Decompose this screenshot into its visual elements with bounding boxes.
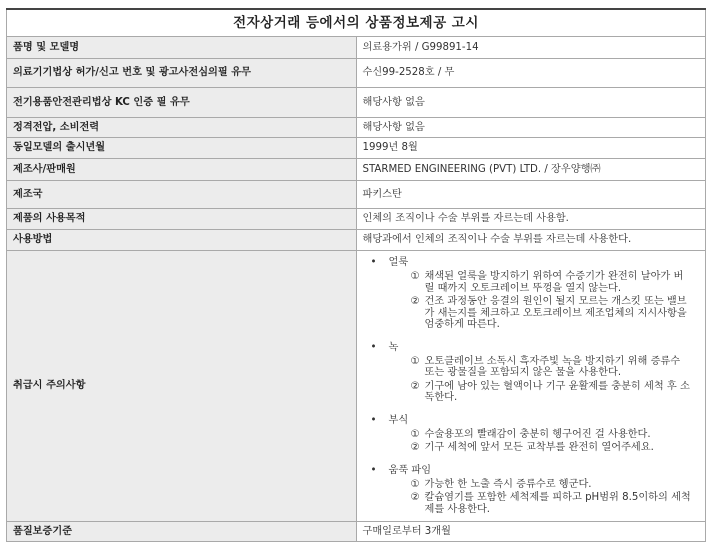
row-label-care: 취급시 주의사항 bbox=[7, 251, 357, 522]
care-item-number: ① bbox=[410, 428, 420, 440]
care-item bbox=[363, 356, 700, 379]
row-label-product-name: 품명 및 모델명 bbox=[7, 37, 357, 59]
table-row bbox=[7, 522, 706, 542]
row-label-rated-voltage: 정격전압, 소비전력 bbox=[7, 118, 357, 138]
care-item-text: 가능한 한 노출 즉시 증류수로 헹군다. bbox=[424, 478, 592, 490]
care-item bbox=[363, 296, 700, 331]
care-section-title bbox=[363, 415, 700, 427]
care-item bbox=[363, 381, 700, 404]
row-label-manufacturer: 제조사/판매원 bbox=[7, 159, 357, 181]
row-label-usage: 사용방법 bbox=[7, 230, 357, 251]
table-row bbox=[7, 138, 706, 159]
care-section-list bbox=[363, 257, 700, 515]
table-row bbox=[7, 251, 706, 522]
care-item-number: ② bbox=[410, 492, 420, 503]
care-section-title-text: 녹 bbox=[388, 341, 399, 353]
notice-title: 전자상거래 등에서의 상품정보제공 고시 bbox=[7, 9, 706, 37]
table-row bbox=[7, 209, 706, 230]
table-row bbox=[7, 159, 706, 181]
row-label-country: 제조국 bbox=[7, 181, 357, 209]
table-row bbox=[7, 230, 706, 251]
row-value-warranty: 구매일로부터 3개월 bbox=[356, 522, 706, 542]
care-item bbox=[363, 479, 700, 491]
care-item-text: 건조 과정동안 응결의 원인이 될지 모르는 개스킷 또는 밸브가 새는지를 체크하고 오토크레이브 제조업체의 지시사항을 엄중하게 따른다. bbox=[424, 296, 687, 330]
row-label-permit-number: 의료기기법상 허가/신고 번호 및 광고사전심의필 유무 bbox=[7, 59, 357, 88]
row-label-warranty: 품질보증기준 bbox=[7, 522, 357, 542]
care-item-text: 채색된 얼룩을 방지하기 위하여 수증기가 완전히 날아가 버릴 때까지 오토크레이브 뚜껑을 열지 않는다. bbox=[424, 271, 684, 294]
table-row bbox=[7, 88, 706, 118]
row-value-manufacturer: STARMED ENGINEERING (PVT) LTD. / 장우양행㈜ bbox=[356, 159, 706, 181]
row-label-release-date: 동일모델의 출시년월 bbox=[7, 138, 357, 159]
care-item-text: 기구 세척에 앞서 모든 교착부를 완전히 열어주세요. bbox=[424, 442, 654, 453]
bullet-icon: • bbox=[370, 464, 377, 476]
care-item bbox=[363, 492, 700, 515]
care-section bbox=[363, 342, 700, 404]
bullet-icon: • bbox=[370, 414, 377, 426]
care-section-title bbox=[363, 342, 700, 354]
care-item-number: ② bbox=[410, 442, 420, 453]
care-section bbox=[363, 257, 700, 331]
row-value-permit-number: 수신99-2528호 / 무 bbox=[356, 59, 706, 88]
table-row bbox=[7, 118, 706, 138]
row-value-rated-voltage: 해당사항 없음 bbox=[356, 118, 706, 138]
table-row bbox=[7, 181, 706, 209]
product-info-notice bbox=[6, 8, 706, 542]
care-item-number: ① bbox=[410, 355, 420, 367]
care-section-title-text: 부식 bbox=[388, 414, 409, 426]
row-value-product-name: 의료용가위 / G99891-14 bbox=[356, 37, 706, 59]
table-row bbox=[7, 37, 706, 59]
row-value-country: 파키스탄 bbox=[356, 181, 706, 209]
care-item bbox=[363, 442, 700, 454]
row-label-purpose: 제품의 사용목적 bbox=[7, 209, 357, 230]
row-value-usage: 해당과에서 인체의 조직이나 수술 부위를 자르는데 사용한다. bbox=[356, 230, 706, 251]
row-value-purpose: 인체의 조직이나 수술 부위를 자르는데 사용함. bbox=[356, 209, 706, 230]
care-section bbox=[363, 415, 700, 454]
care-item bbox=[363, 429, 700, 441]
row-value-release-date: 1999년 8월 bbox=[356, 138, 706, 159]
care-section-title bbox=[363, 465, 700, 477]
row-value-kc-cert: 해당사항 없음 bbox=[356, 88, 706, 118]
care-item-number: ② bbox=[410, 296, 420, 307]
care-item-number: ② bbox=[410, 380, 420, 392]
product-info-table bbox=[6, 8, 706, 542]
care-item-number: ① bbox=[410, 271, 420, 282]
care-item bbox=[363, 271, 700, 294]
care-item-text: 오토클레이브 소독시 흑자주빛 녹을 방지하기 위해 증류수 또는 광물질을 포함되지 않은 물을 사용한다. bbox=[424, 355, 681, 378]
bullet-icon: • bbox=[370, 257, 377, 268]
table-row bbox=[7, 59, 706, 88]
care-item-text: 수술용포의 빨래감이 충분히 헹구어진 걸 사용한다. bbox=[424, 428, 651, 440]
care-item-text: 칼슘염기를 포함한 세척제를 피하고 pH범위 8.5이하의 세척제를 사용한다. bbox=[424, 492, 691, 515]
care-item-text: 기구에 남아 있는 혈액이나 기구 윤활제를 충분히 세척 후 소독한다. bbox=[424, 380, 690, 403]
care-section-title-text: 움푹 파임 bbox=[388, 464, 432, 476]
care-instructions bbox=[356, 251, 706, 522]
care-item-number: ① bbox=[410, 478, 420, 490]
care-section-title bbox=[363, 257, 700, 269]
bullet-icon: • bbox=[370, 341, 377, 353]
row-label-kc-cert: 전기용품안전관리법상 KC 인증 필 유무 bbox=[7, 88, 357, 118]
care-section-title-text: 얼룩 bbox=[388, 257, 409, 268]
care-section bbox=[363, 465, 700, 516]
